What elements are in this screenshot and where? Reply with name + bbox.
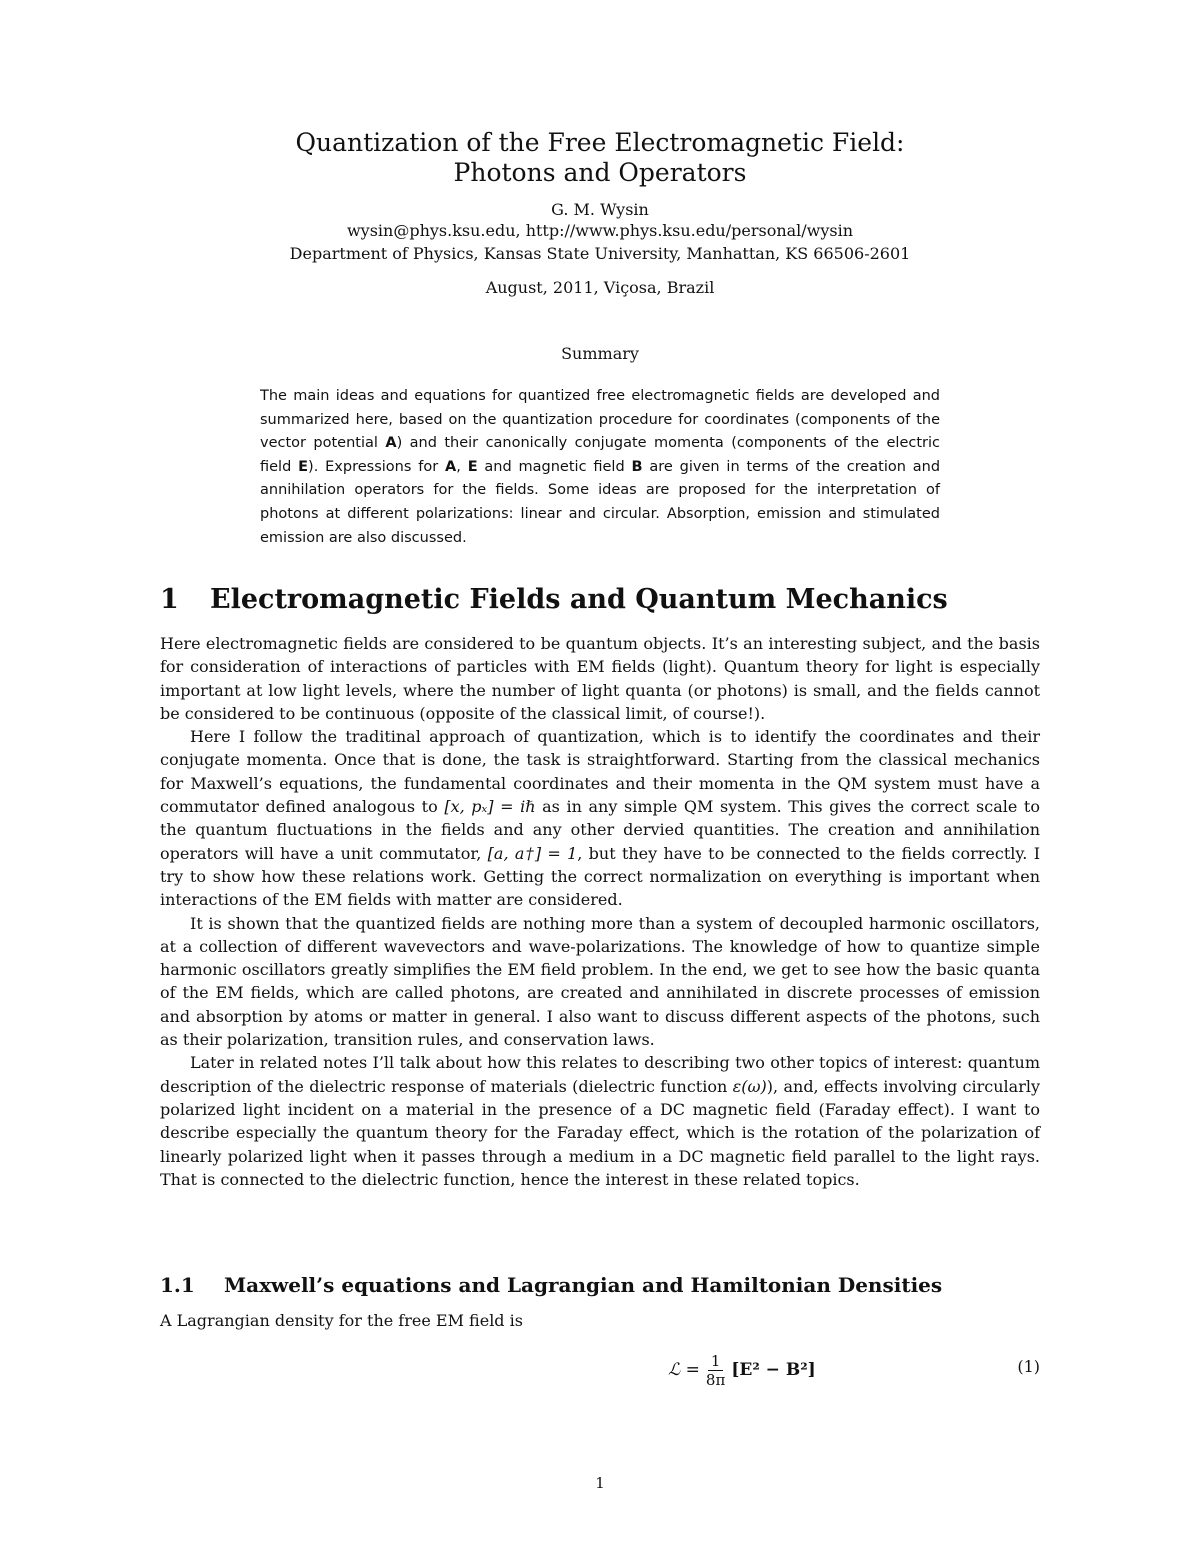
vector-symbol: E — [467, 458, 478, 475]
body-text: ), and, effects involving circularly polarized light incident on a material in the presence of a DC magnetic field (Faraday effect). I want to describe especially the quantum theory for the Faraday effect, which is the rotation of the polarization of linearly polarized light when it passes through a medium in a DC magnetic field parallel to the light rays. That is connected to the dielectric function, hence the interest in these related topics. — [160, 1076, 1040, 1189]
subsection-lead-text: A Lagrangian density for the free EM field is — [160, 1311, 523, 1330]
equation-math — [668, 1345, 816, 1395]
vector-symbol: E — [298, 458, 309, 475]
inline-math: [a, a†] = 1 — [487, 843, 578, 863]
abstract-text: and magnetic field — [477, 458, 632, 475]
section-heading — [160, 583, 1040, 617]
abstract-text: ). Expressions for — [308, 458, 445, 475]
vector-symbol: B — [631, 458, 643, 475]
title-line-1: Quantization of the Free Electromagnetic Field: — [295, 128, 905, 157]
summary-heading: Summary — [561, 344, 639, 363]
equation-lhs: ℒ = — [668, 1360, 700, 1380]
equation-number: (1) — [1017, 1357, 1040, 1376]
inline-math: [x, pₓ] = iℏ — [444, 797, 536, 817]
fraction-denominator: 8π — [705, 1370, 726, 1389]
title-line-2: Photons and Operators — [453, 158, 747, 187]
page-number: 1 — [595, 1474, 605, 1492]
abstract-paragraph — [260, 385, 940, 550]
body-paragraph-4 — [160, 1051, 1040, 1191]
subsection-title: Maxwell’s equations and Lagrangian and Hamiltonian Densities — [224, 1273, 943, 1297]
body-paragraph-1: Here electromagnetic fields are considered to be quantum objects. It’s an interesting subject, and the basis for consideration of interactions of particles with EM fields (light). Quantum theory for light is especially important at low light levels, where the number of light quanta (or photons) is small, and the fields cannot be considered to be continuous (opposite of the classical limit, of course!). — [160, 634, 1040, 723]
section-number: 1 — [160, 584, 179, 615]
body-text: as in any simple QM system. This gives the correct scale to the quantum fluctuations in the fields and any other dervied quantities. The creation and annihilation operators will have a unit commutator, — [160, 797, 1040, 863]
equation-fraction — [706, 1352, 725, 1389]
inline-math: ε(ω) — [732, 1076, 767, 1096]
abstract-text: The main ideas and equations for quantized free electromagnetic fields are developed and summarized here, based on the quantization procedure for coordinates (components of the vector potential — [260, 388, 940, 452]
body-paragraph-3: It is shown that the quantized fields are nothing more than a system of decoupled harmonic oscillators, at a collection of different wavevectors and wave-polarizations. The knowledge of how to quantize simple harmonic oscillators greatly simplifies the EM field problem. In the end, we get to see how the basic quanta of the EM fields, which are called photons, are created and annihilated in discrete processes of emission and absorption by atoms or matter in general. I also want to discuss different aspects of the photons, such as their polarization, transition rules, and conservation laws. — [160, 913, 1040, 1050]
body-text: , but they have to be connected to the fields correctly. I try to show how these relations work. Getting the correct normalization on everything is important when interactions of the EM fields with matter are considered. — [160, 843, 1041, 910]
author-name: G. M. Wysin — [551, 200, 649, 219]
equation-rhs: [E² − B²] — [731, 1360, 816, 1380]
subsection-heading — [160, 1271, 1040, 1299]
abstract-text: ) and their canonically conjugate momenta (components of the electric field — [260, 435, 940, 475]
section-body — [160, 632, 1040, 1191]
body-text: Later in related notes I’ll talk about how this relates to describing two other topics of interest: quantum description of the dielectric response of materials (dielectric function — [160, 1053, 1040, 1096]
summary-abstract — [260, 385, 940, 550]
body-paragraph-2 — [160, 725, 1040, 911]
paper-date: August, 2011, Viçosa, Brazil — [485, 278, 715, 297]
subsection-number: 1.1 — [160, 1273, 195, 1297]
abstract-text: , — [456, 458, 468, 475]
fraction-numerator: 1 — [708, 1352, 724, 1371]
author-affiliation: Department of Physics, Kansas State University, Manhattan, KS 66506-2601 — [289, 244, 911, 263]
vector-symbol: A — [385, 435, 397, 452]
vector-symbol: A — [445, 458, 457, 475]
body-text: Here I follow the traditinal approach of quantization, which is to identify the coordinates and their conjugate momenta. Once that is done, the task is straightforward. Starting from the classical mechanics for Maxwell’s equations, the fundamental coordinates and their momenta in the QM system must have a commutator defined analogous to — [160, 727, 1040, 817]
author-contact: wysin@phys.ksu.edu, http://www.phys.ksu.edu/personal/wysin — [346, 221, 854, 240]
abstract-text: are given in terms of the creation and annihilation operators for the fields. Some ideas are proposed for the interpretation of photons at different polarizations: linear and circular. Absorption, emission and stimulated emission are also discussed. — [260, 458, 941, 546]
section-title: Electromagnetic Fields and Quantum Mechanics — [210, 584, 948, 615]
equation-1 — [160, 1345, 1040, 1395]
paper-title — [0, 128, 1200, 188]
